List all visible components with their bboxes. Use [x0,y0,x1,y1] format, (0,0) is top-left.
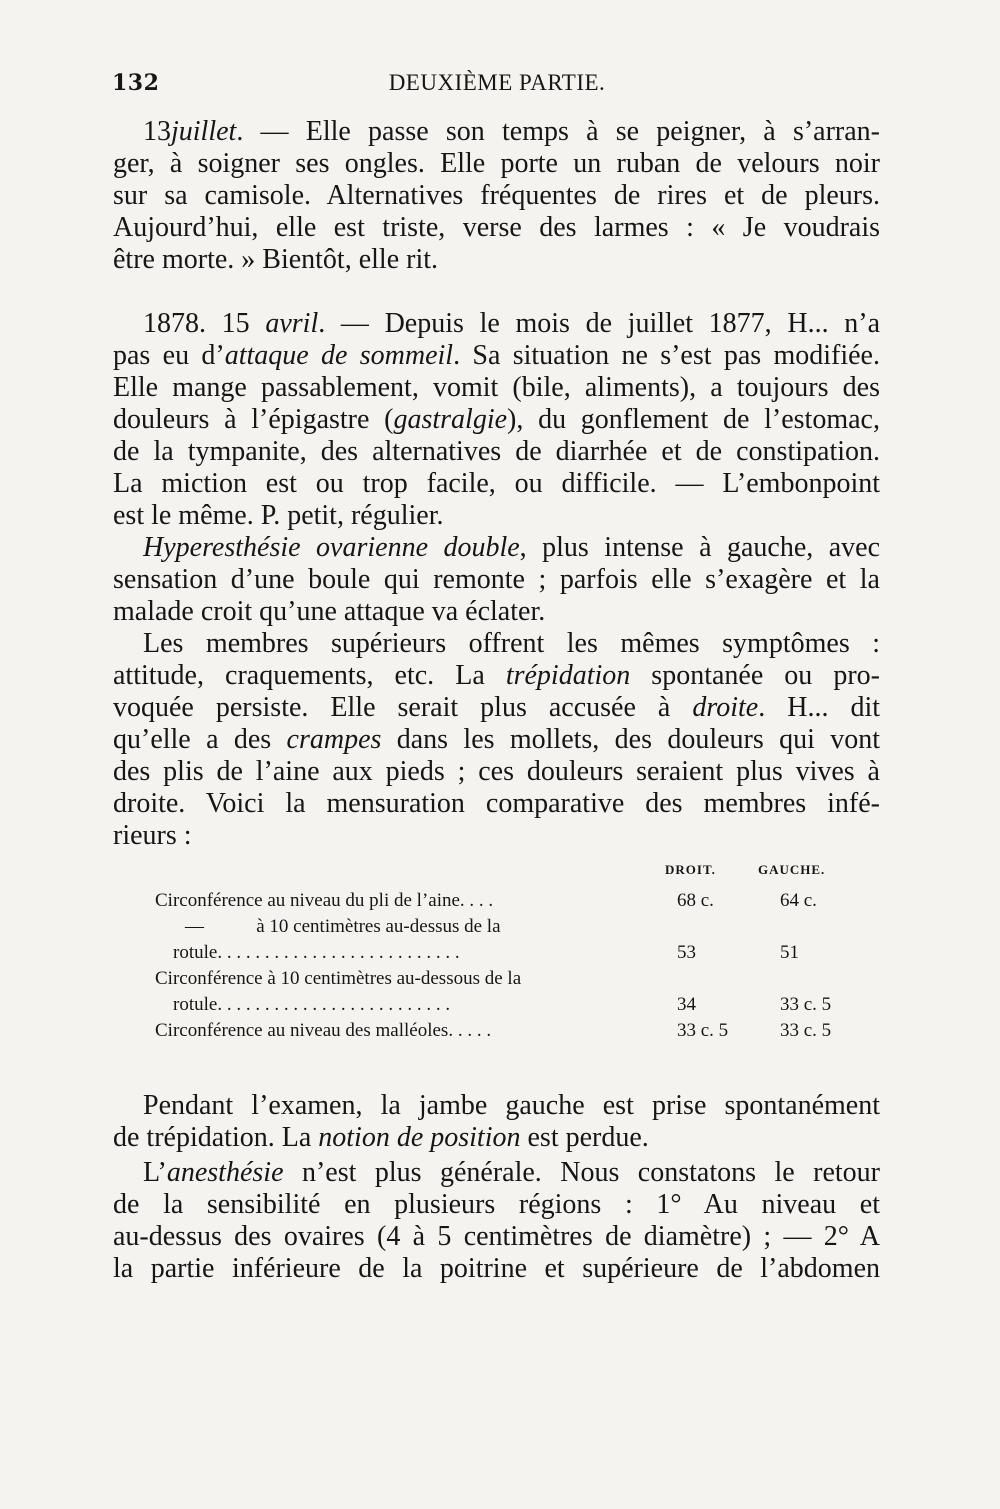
paragraph-upper-limbs [113,628,880,852]
paragraph-july-13 [113,116,880,276]
text-line: La miction est ou trop facile, ou difficile. — L’embonpoint [113,468,880,499]
row-label: Circonférence au niveau du pli de l’aine. . . . [155,890,494,911]
row-label: rotule. . . . . . . . . . . . . . . . . . . . . . . . . . [173,942,460,963]
row-label: — à 10 centimètres au-dessus de la [185,916,501,937]
text-line: Les membres supérieurs offrent les mêmes symptômes : [143,628,880,659]
gauche-value: 33 c. 5 [780,1020,832,1041]
gauche-value: 64 c. [780,890,817,911]
text-line: malade croit qu’une attaque va éclater. [113,596,546,627]
text-line: de la tympanite, des alternatives de diarrhée et de constipation. [113,436,880,467]
gauche-value: 51 [780,942,799,963]
text-line: Elle mange passablement, vomit (bile, aliments), a toujours des [113,372,880,403]
text-line: L’anesthésie n’est plus générale. Nous constatons le retour [143,1157,880,1188]
table-row [155,994,845,1018]
row-label: rotule. . . . . . . . . . . . . . . . . . . . . . . . . [173,994,451,1015]
text-line: ger, à soigner ses ongles. Elle porte un ruban de velours noir [113,148,880,179]
paragraph-anesthesia [113,1157,880,1285]
text-line: Hyperesthésie ovarienne double, plus intense à gauche, avec [143,532,880,563]
text-line: sur sa camisole. Alternatives fréquentes de rires et de pleurs. [113,180,880,211]
paragraph-hyperesthesia [113,532,880,628]
row-label: Circonférence à 10 centimètres au-dessous de la [155,968,522,989]
text-line: qu’elle a des crampes dans les mollets, des douleurs qui vont [113,724,880,755]
droit-value: 33 c. 5 [677,1020,729,1041]
paragraph-april-1878 [113,308,880,532]
table-row [155,968,845,992]
droit-value: 34 [677,994,696,1015]
text-line: de la sensibilité en plusieurs régions : 1° Au niveau et [113,1189,880,1220]
text-line: droite. Voici la mensuration comparative des membres infé- [113,788,880,819]
text-line: douleurs à l’épigastre (gastralgie), du gonflement de l’estomac, [113,404,880,435]
column-header-gauche: GAUCHE. [758,862,826,877]
table-row [155,890,845,914]
text-line: attitude, craquements, etc. La trépidation spontanée ou pro- [113,660,880,691]
text-line: rieurs : [113,820,192,851]
text-line: voquée persiste. Elle serait plus accusée à droite. H... dit [113,692,880,723]
table-row [155,1020,845,1044]
text-line: Aujourd’hui, elle est triste, verse des larmes : « Je voudrais [113,212,880,243]
text-line: Pendant l’examen, la jambe gauche est prise spontanément [143,1090,880,1121]
text-line: la partie inférieure de la poitrine et supérieure de l’abdomen [113,1253,880,1284]
text-line: des plis de l’aine aux pieds ; ces douleurs seraient plus vives à [113,756,880,787]
text-line: au-dessus des ovaires (4 à 5 centimètres de diamètre) ; — 2° A [113,1221,880,1252]
droit-value: 53 [677,942,696,963]
page-header [112,70,882,104]
table-row [155,916,845,940]
text-line: 13juillet. — Elle passe son temps à se peigner, à s’arran- [143,116,880,147]
running-head: DEUXIÈME PARTIE. [388,70,606,95]
page-number: 132 [112,70,160,96]
text-line: être morte. » Bientôt, elle rit. [113,244,439,275]
paragraph-examination [113,1090,880,1154]
table-row [155,942,845,966]
text-line: est le même. P. petit, régulier. [113,500,444,531]
text-line: de trépidation. La notion de position est perdue. [113,1122,649,1153]
row-label: Circonférence au niveau des malléoles. . . . . [155,1020,492,1041]
droit-value: 68 c. [677,890,714,911]
gauche-value: 33 c. 5 [780,994,832,1015]
text-line: 1878. 15 avril. — Depuis le mois de juillet 1877, H... n’a [143,308,880,339]
text-line: pas eu d’attaque de sommeil. Sa situation ne s’est pas modifiée. [113,340,880,371]
column-header-droit: DROIT. [665,862,716,877]
text-line: sensation d’une boule qui remonte ; parfois elle s’exagère et la [113,564,880,595]
